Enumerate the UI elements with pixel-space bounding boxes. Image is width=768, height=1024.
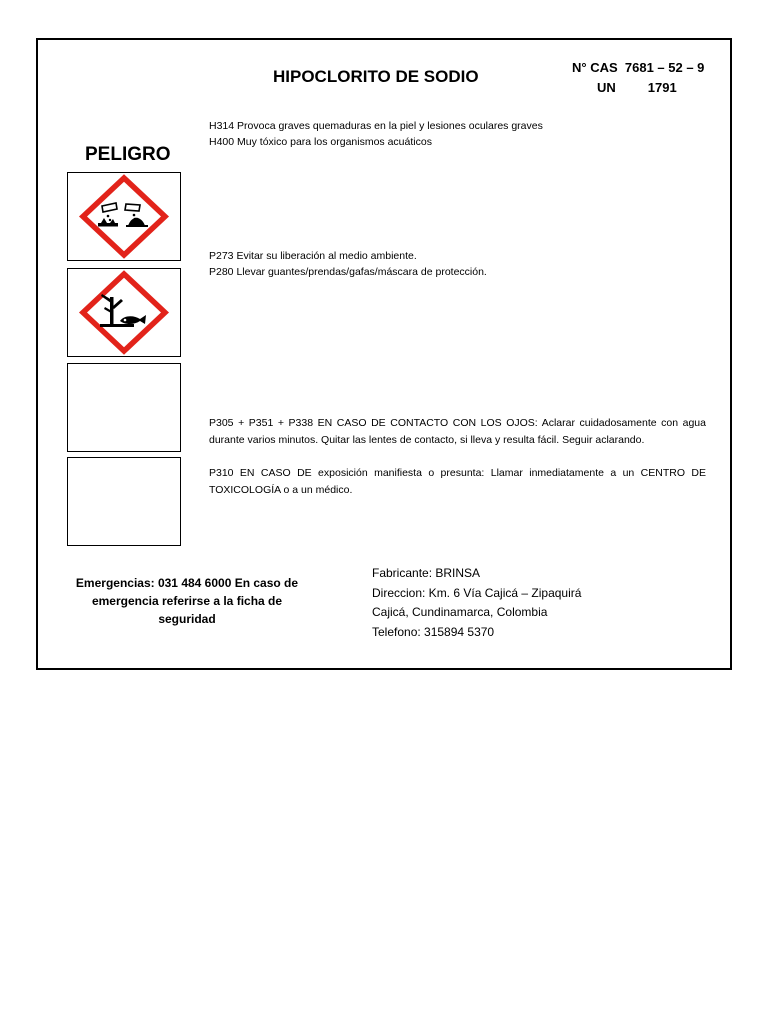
emergency-info: Emergencias: 031 484 6000 En caso de emergencia referirse a la ficha de seguridad xyxy=(75,576,299,626)
hazard-statements xyxy=(209,118,543,150)
precautionary-statement-p310: P310 EN CASO DE exposición manifiesta o presunta: Llamar inmediatamente a un CENTRO DE TOXICOLOGÍA o a un médico. xyxy=(209,467,706,496)
cas-label: N° CAS xyxy=(572,60,618,75)
precautionary-statement: P273 Evitar su liberación al medio ambiente. xyxy=(209,250,417,262)
manufacturer-city: Cajicá, Cundinamarca, Colombia xyxy=(372,605,548,619)
product-title: HIPOCLORITO DE SODIO xyxy=(273,67,479,86)
manufacturer-name: Fabricante: BRINSA xyxy=(372,566,481,580)
cas-number xyxy=(572,60,704,75)
pictogram-box-empty xyxy=(67,457,181,546)
un-label: UN xyxy=(597,80,616,95)
pictogram-box-environment xyxy=(67,268,181,357)
chemical-label xyxy=(36,38,732,670)
manufacturer-info xyxy=(372,564,581,642)
environment-icon xyxy=(68,269,180,356)
pictogram-box-corrosion xyxy=(67,172,181,261)
un-number xyxy=(597,80,677,95)
precautionary-statements xyxy=(209,248,487,280)
precautionary-statement-p305: P305 + P351 + P338 EN CASO DE CONTACTO CON LOS OJOS: Aclarar cuidadosamente con agua durante varios minutos. Quitar las lentes de contacto, si lleva y resulta fácil. Seguir aclarando. xyxy=(209,417,706,446)
manufacturer-address: Direccion: Km. 6 Vía Cajicá – Zipaquirá xyxy=(372,585,582,600)
un-value: 1791 xyxy=(647,80,677,95)
hazard-statement: H400 Muy tóxico para los organismos acuáticos xyxy=(209,136,432,148)
corrosion-icon xyxy=(68,173,180,260)
pictogram-box-empty xyxy=(67,363,181,452)
hazard-statement: H314 Provoca graves quemaduras en la piel y lesiones oculares graves xyxy=(209,120,543,132)
manufacturer-phone: Telefono: 315894 5370 xyxy=(372,624,495,639)
precautionary-statement: P280 Llevar guantes/prendas/gafas/máscara de protección. xyxy=(209,266,487,278)
cas-value: 7681 – 52 – 9 xyxy=(624,60,705,75)
signal-word: PELIGRO xyxy=(85,144,171,165)
